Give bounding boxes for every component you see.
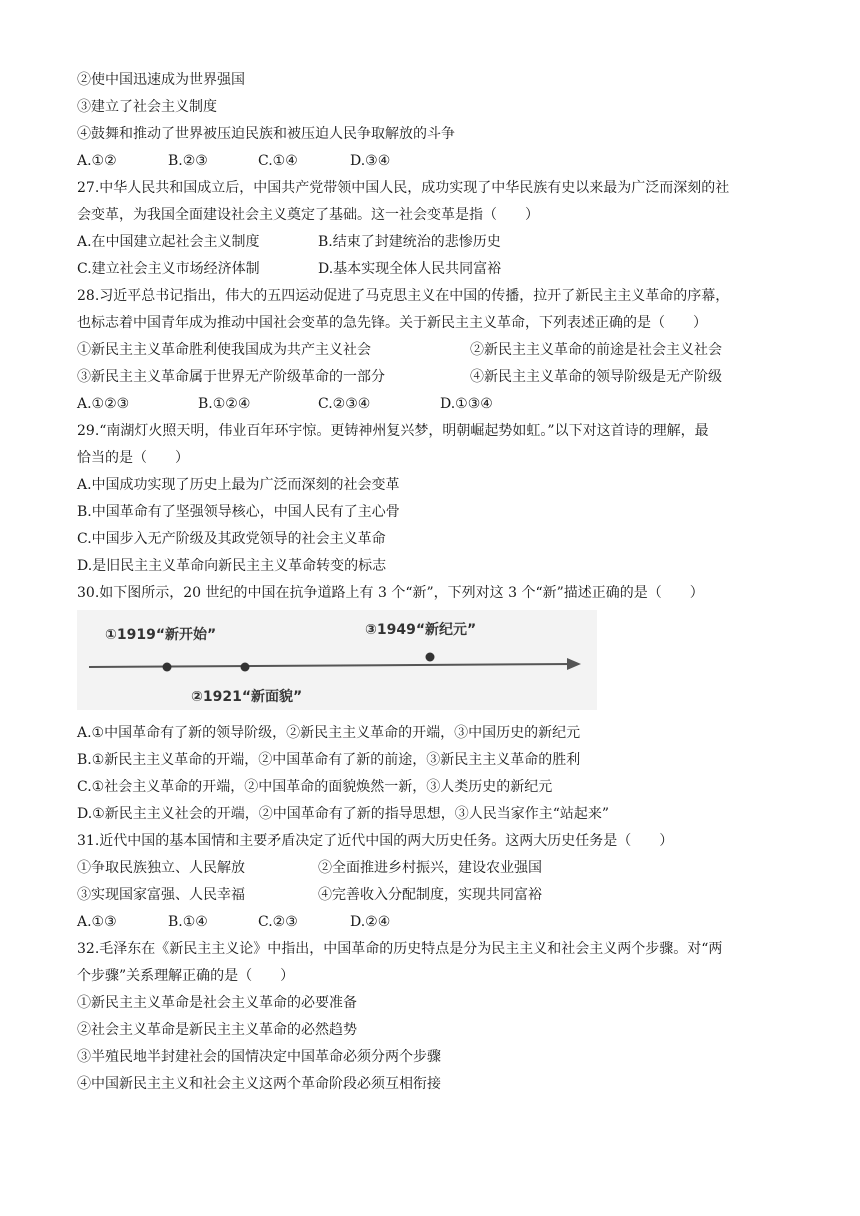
- q26-item-3: ③建立了社会主义制度: [77, 99, 217, 115]
- arrowhead-icon: [567, 658, 581, 670]
- q28-item-4: ④新民主主义革命的领导阶级是无产阶级: [470, 369, 722, 385]
- q28-option-c[interactable]: C.②③④: [318, 396, 371, 412]
- q31-item-1: ①争取民族独立、人民解放: [77, 860, 245, 876]
- q31-option-d[interactable]: D.②④: [350, 914, 391, 930]
- q26-option-c[interactable]: C.①④: [258, 153, 298, 169]
- timeline-label-1949: ③1949“新纪元”: [365, 622, 477, 638]
- q29-option-a[interactable]: A.中国成功实现了历史上最为广泛而深刻的社会变革: [77, 477, 400, 493]
- q28-option-b[interactable]: B.①②④: [198, 396, 251, 412]
- q31-item-2: ②全面推进乡村振兴，建设农业强国: [318, 860, 542, 876]
- timeline-point-1919: [163, 663, 172, 672]
- timeline-point-1949: [426, 653, 435, 662]
- q32-stem-1: 32.毛泽东在《新民主主义论》中指出，中国革命的历史特点是分为民主主义和社会主义两个步骤。对“两: [77, 941, 723, 957]
- q32-item-1: ①新民主主义革命是社会主义革命的必要准备: [77, 995, 357, 1011]
- q31-item-4: ④完善收入分配制度，实现共同富裕: [318, 887, 542, 903]
- q32-stem-2: 个步骤”关系理解正确的是（ ）: [77, 968, 295, 984]
- q28-item-1: ①新民主主义革命胜利使我国成为共产主义社会: [77, 342, 371, 358]
- q26-option-b[interactable]: B.②③: [168, 153, 208, 169]
- q32-item-3: ③半殖民地半封建社会的国情决定中国革命必须分两个步骤: [77, 1049, 441, 1065]
- q29-option-b[interactable]: B.中国革命有了坚强领导核心，中国人民有了主心骨: [77, 504, 400, 520]
- q27-stem-1: 27.中华人民共和国成立后，中国共产党带领中国人民，成功实现了中华民族有史以来最为广泛而深刻的社: [77, 180, 730, 196]
- q28-stem-1: 28.习近平总书记指出，伟大的五四运动促进了马克思主义在中国的传播，拉开了新民主主义革命的序幕，: [77, 288, 730, 304]
- q26-item-2: ②使中国迅速成为世界强国: [77, 72, 245, 88]
- q28-stem-2: 也标志着中国青年成为推动中国社会变革的急先锋。关于新民主主义革命，下列表述正确的是（ ）: [77, 315, 707, 331]
- q29-stem-1: 29.“南湖灯火照天明，伟业百年环宇惊。更铸神州复兴梦，明朝崛起势如虹。”以下对这首诗的理解，最: [77, 423, 709, 439]
- q29-option-d[interactable]: D.是旧民主主义革命向新民主主义革命转变的标志: [77, 558, 387, 574]
- q28-item-2: ②新民主主义革命的前途是社会主义社会: [470, 342, 722, 358]
- q28-option-d[interactable]: D.①③④: [440, 396, 493, 412]
- q27-option-c[interactable]: C.建立社会主义市场经济体制: [77, 261, 260, 277]
- timeline-point-1921: [241, 663, 250, 672]
- q27-stem-2: 会变革，为我国全面建设社会主义奠定了基础。这一社会变革是指（ ）: [77, 207, 539, 223]
- q30-stem: 30.如下图所示，20 世纪的中国在抗争道路上有 3 个“新”，下列对这 3 个“新”描述正确的是（ ）: [77, 585, 704, 601]
- q30-option-a[interactable]: A.①中国革命有了新的领导阶级，②新民主主义革命的开端，③中国历史的新纪元: [77, 725, 581, 741]
- q32-item-2: ②社会主义革命是新民主主义革命的必然趋势: [77, 1022, 357, 1038]
- q30-option-c[interactable]: C.①社会主义革命的开端，②中国革命的面貌焕然一新，③人类历史的新纪元: [77, 779, 553, 795]
- q26-option-d[interactable]: D.③④: [350, 153, 391, 169]
- q31-item-3: ③实现国家富强、人民幸福: [77, 887, 245, 903]
- q31-option-c[interactable]: C.②③: [258, 914, 298, 930]
- q31-option-b[interactable]: B.①④: [168, 914, 208, 930]
- q31-stem: 31.近代中国的基本国情和主要矛盾决定了近代中国的两大历史任务。这两大历史任务是（ ）: [77, 833, 674, 849]
- q26-option-a[interactable]: A.①②: [77, 153, 117, 169]
- timeline-label-1921: ②1921“新面貌”: [191, 689, 303, 705]
- q27-option-a[interactable]: A.在中国建立起社会主义制度: [77, 234, 260, 250]
- q28-item-3: ③新民主主义革命属于世界无产阶级革命的一部分: [77, 369, 385, 385]
- q29-stem-2: 恰当的是（ ）: [77, 450, 189, 466]
- q31-option-a[interactable]: A.①③: [77, 914, 117, 930]
- timeline-figure: [77, 610, 597, 710]
- q29-option-c[interactable]: C.中国步入无产阶级及其政党领导的社会主义革命: [77, 531, 386, 547]
- q30-option-d[interactable]: D.①新民主主义社会的开端，②中国革命有了新的指导思想，③人民当家作主“站起来”: [77, 806, 610, 822]
- q27-option-d[interactable]: D.基本实现全体人民共同富裕: [318, 261, 502, 277]
- q26-item-4: ④鼓舞和推动了世界被压迫民族和被压迫人民争取解放的斗争: [77, 126, 455, 142]
- q30-option-b[interactable]: B.①新民主主义革命的开端，②中国革命有了新的前途，③新民主主义革命的胜利: [77, 752, 581, 768]
- q28-option-a[interactable]: A.①②③: [77, 396, 130, 412]
- timeline-label-1919: ①1919“新开始”: [105, 627, 217, 643]
- q32-item-4: ④中国新民主主义和社会主义这两个革命阶段必须互相衔接: [77, 1076, 441, 1092]
- q27-option-b[interactable]: B.结束了封建统治的悲惨历史: [318, 234, 501, 250]
